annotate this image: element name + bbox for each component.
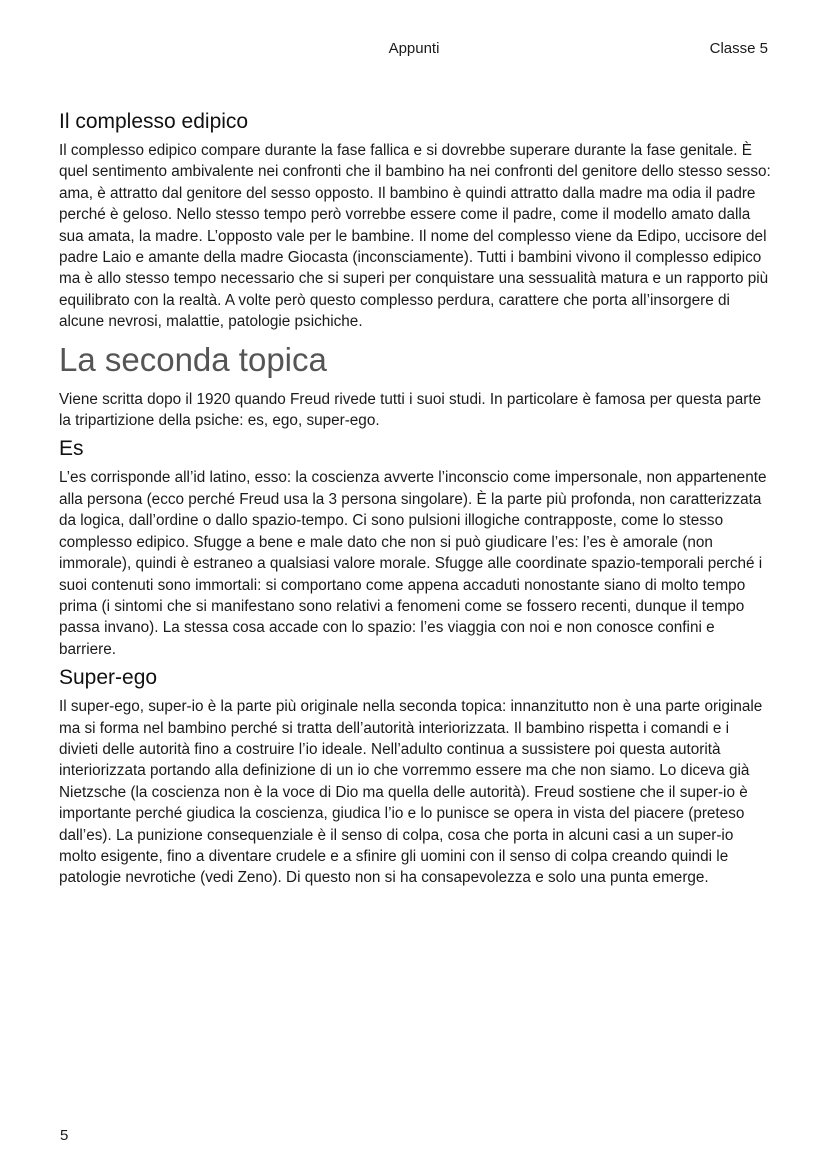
paragraph-complesso-edipico: Il complesso edipico compare durante la fase fallica e si dovrebbe superare durante la fase genitale. È quel sentimento ambivalente nei confronti che il bambino ha nei confronti del genitore dello stesso sesso: ama, è attratto dal genitore del sesso opposto. Il bambino è quindi attratto dalla madre ma odia il padre perché è geloso. Nello stesso tempo però vorrebbe essere come il padre, come il modello amato dalla sua amata, la madre. L’opposto vale per le bambine. Il nome del complesso viene da Edipo, uccisore del padre Laio e amante della madre Giocasta (inconsciamente). Tutti i bambini vivono il complesso edipico ma è allo stesso tempo necessario che si superi per conquistare una sessualità matura e un rapporto più equilibrato con la realtà. A volte però questo complesso perdura, carattere che porta all’insorgere di alcune nevrosi, malattie, patologie psichiche. bbox=[59, 142, 771, 331]
heading-complesso-edipico: Il complesso edipico bbox=[59, 110, 249, 133]
heading-super-ego: Super-ego bbox=[59, 666, 158, 690]
paragraph-es: L’es corrisponde all’id latino, esso: la coscienza avverte l’inconscio come impersonale, non appartenente alla persona (ecco perché Freud usa la 3 persona singolare). È la parte più profonda, non caratterizzata da logica, dall’ordine o dallo spazio-tempo. Ci sono pulsioni illogiche contrapposte, come lo stesso complesso edipico. Sfugge a bene e male dato che non si può giudicare l’es: l’es è amorale (non immorale), quindi è estraneo a qualsiasi valore morale. Sfugge alle coordinate spazio-temporali perché i suoi contenuti sono immortali: si comportano come appena accaduti nonostante siano di molto tempo prima (i sintomi che si manifestano sono relativi a fenomeni come se fossero recenti, dunque il tempo passa invano). La stessa cosa accade con lo spazio: l’es viaggia con noi e non conosce confini e barriere. bbox=[59, 469, 767, 658]
heading-seconda-topica: La seconda topica bbox=[59, 340, 327, 378]
header-title: Appunti bbox=[388, 40, 440, 57]
header-class-label: Classe 5 bbox=[709, 40, 768, 57]
page-content bbox=[59, 110, 771, 895]
page-number: 5 bbox=[60, 1127, 69, 1144]
heading-es: Es bbox=[59, 437, 84, 461]
paragraph-super-ego: Il super-ego, super-io è la parte più originale nella seconda topica: innanzitutto non è una parte originale ma si forma nel bambino perché si tratta dell’autorità interiorizzata. Il bambino rispetta i comandi e i divieti delle autorità fino a costruire l’io ideale. Nell’adulto continua a sussistere poi questa autorità interiorizzata portando alla definizione di un io che vorremmo essere ma che non siamo. Lo diceva già Nietzsche (la coscienza non è la voce di Dio ma quella delle autorità). Freud sostiene che il super-io è importante perché giudica la coscienza, giudica l’io e lo punisce se opera in vista del piacere (preteso dall’es). La punizione consequenziale è il senso di colpa, cosa che porta in alcuni casi a un super-io molto esigente, fino a diventare crudele e a sfinire gli uomini con il senso di colpa creando quindi le patologie nevrotiche (vedi Zeno). Di questo non si ha consapevolezza e solo una punta emerge. bbox=[59, 698, 763, 887]
paragraph-seconda-topica: Viene scritta dopo il 1920 quando Freud rivede tutti i suoi studi. In particolare è famosa per questa parte la tripartizione della psiche: es, ego, super-ego. bbox=[59, 390, 762, 430]
